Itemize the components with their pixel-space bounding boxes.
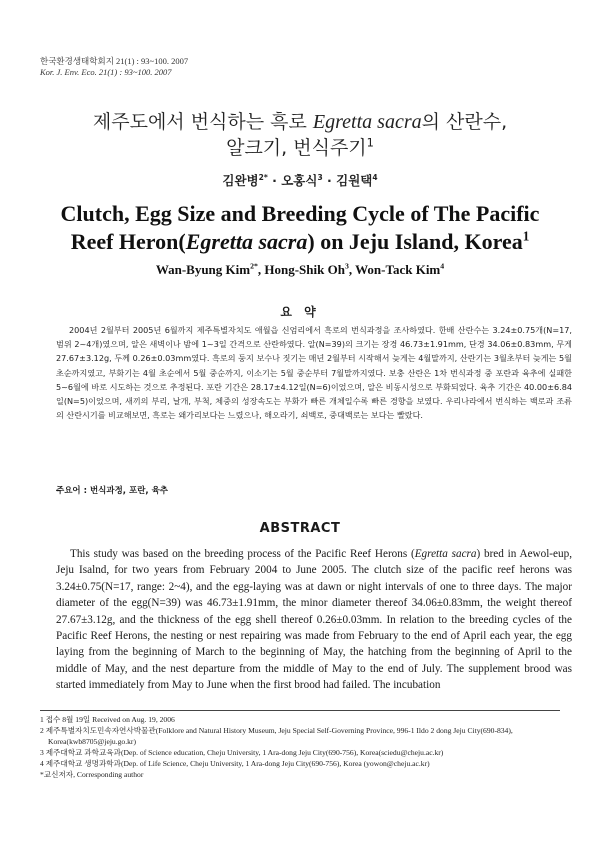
english-title-a: Reef Heron(: [70, 229, 186, 254]
english-abstract-heading: ABSTRACT: [259, 521, 341, 536]
footnotes: [40, 714, 560, 780]
english-abstract-text: [56, 546, 572, 694]
english-title-species: Egretta sacra: [185, 229, 308, 254]
keywords: 주요어 : 번식과정, 포란, 육추: [56, 486, 169, 496]
english-author-3: , Won-Tack Kim: [348, 262, 441, 277]
korean-author-3: · 김원택: [322, 173, 373, 188]
korean-abstract-text: 2004년 2월부터 2005년 6월까지 제주특별자치도 애월읍 신엄리에서 흑로의 번식과정을 조사하였다. 한배 산란수는 3.24±0.75개(N=17, 범위 2~4개)였으며, 알은 새벽이나 밤에 1~3일 간격으로 산란하였다. 알(N=39)의 크기는 장경 46.73±1.91mm, 단경 34.06±0.83mm, 무게 27.67±3.12g, 두께 0.26±0.03mm였다. 흑로의 둥지 보수나 짓기는 매년 2월부터 시작해서 늦게는 4월말까지, 산란기는 3월초부터 늦게는 5월 초순까지였고, 부화기는 4월 초순에서 5월 중순까지, 이소기는 5월 중순부터 7월말까지였다. 보충 산란은 1차 번식과정 중 포란과 육추에 실패한 5~6월에 바로 시도하는 것으로 추정된다. 포란 기간은 28.17±4.12일(N=6)이었으며, 알은 비동시성으로 부화되었다. 육추 기간은 40.00±6.84일(N=5)이었으며, 새끼의 부리, 날개, 부척, 체중의 성장속도는 부화가 빠른 개체일수록 빠른 경향을 보였다. 우리나라에서 번식하는 백로과 조류의 산란시기를 비교해보면, 흑로는 왜가리보다는 느렸으나, 해오라기, 쇠백로, 중대백로는 보다는 빨랐다.: [56, 325, 572, 421]
footnote-3: 3 제주대학교 과학교육과(Dep. of Science education, Cheju University, 1 Ara-dong Jeju City(690-756), Korea(sciedu@cheju.ac.kr): [40, 748, 444, 757]
english-title-line1: Clutch, Egg Size and Breeding Cycle of The Pacific: [60, 201, 540, 226]
korean-author-3-mark: 4: [372, 172, 378, 182]
korean-authors: [0, 171, 600, 189]
english-title-line2: [0, 228, 600, 255]
english-author-1: Wan-Byung Kim: [155, 262, 251, 277]
english-abstract-body: [56, 546, 572, 694]
footnote-2: 2 제주특별자치도민속자연사박물관(Folklore and Natural History Museum, Jeju Special Self-Governing Province, 996-1 Ildo 2 dong Jeju City(690-834), Korea(kwb8705@jeju.go.kr): [40, 726, 513, 746]
korean-author-1-mark: 2*: [258, 172, 268, 182]
korean-title-species: Egretta sacra: [312, 111, 422, 133]
korean-title: [0, 110, 600, 134]
korean-title-part1: 제주도에서 번식하는 흑로: [92, 111, 313, 133]
korean-abstract-heading: 요 약: [280, 305, 320, 319]
journal-citation-korean: 한국환경생태학회지 21(1) : 93~100. 2007: [40, 56, 189, 66]
english-abstract-species: Egretta sacra: [414, 548, 477, 560]
english-abstract-text-b: ) bred in Aewol-eup, Jeju Isalnd, for two years from February 2004 to June 2005. The clutch size of the pacific reef herons was 3.24±0.75(N=17, range: 2~4), and the egg-laying was at dawn or night intervals of one to three days. The major diameter of the egg(N=39) was 46.73±1.91mm, the minor diameter thereof 34.06±0.83mm, the weight thereof 27.67±3.12g, and the thickness of the egg shell thereof 0.26±0.03mm. In relation to the breeding cycles of the Pacific Reef Herons, the nesting or nest repairing was made from February to the end of April each year, the egg laying from the beginning of March to the beginning of May, the hatching from the beginning of April to the middle of May, and the nest departure from the middle of May to the end of July. The supplement brood was started immediately from May to June when the first brood had failed. The incubation: [56, 548, 572, 692]
korean-title-footnote-mark: 1: [366, 135, 374, 150]
english-authors: [0, 262, 600, 278]
english-abstract-text-a: This study was based on the breeding process of the Pacific Reef Herons (: [70, 548, 415, 560]
footnote-5: *교신저자, Corresponding author: [40, 770, 144, 779]
korean-author-2-mark: 3: [317, 172, 323, 182]
english-title-b: ) on Jeju Island, Korea: [307, 229, 523, 254]
english-author-3-mark: 4: [440, 261, 445, 271]
footnote-divider: [40, 710, 560, 711]
english-title-footnote-mark: 1: [522, 228, 530, 244]
korean-author-2: · 오홍식: [267, 173, 318, 188]
korean-title-part2: 의 산란수,: [421, 111, 508, 133]
english-author-2: , Hong-Shik Oh: [257, 262, 345, 277]
journal-citation-english: Kor. J. Env. Eco. 21(1) : 93~100. 2007: [40, 67, 172, 77]
english-author-2-mark: 3: [344, 261, 349, 271]
footnote-1: 1 접수 8월 19일 Received on Aug. 19, 2006: [40, 715, 175, 724]
korean-title-line2: [0, 136, 600, 160]
footnote-4: 4 제주대학교 생명과학과(Dep. of Life Science, Cheju University, 1 Ara-dong Jeju City(690-756), Korea (yowon@cheju.ac.kr): [40, 759, 430, 768]
korean-title-line2-text: 알크기, 번식주기: [226, 137, 367, 159]
korean-abstract-body: [56, 323, 572, 422]
korean-author-1: 김완병: [222, 173, 259, 188]
english-author-1-mark: 2*: [250, 261, 258, 271]
